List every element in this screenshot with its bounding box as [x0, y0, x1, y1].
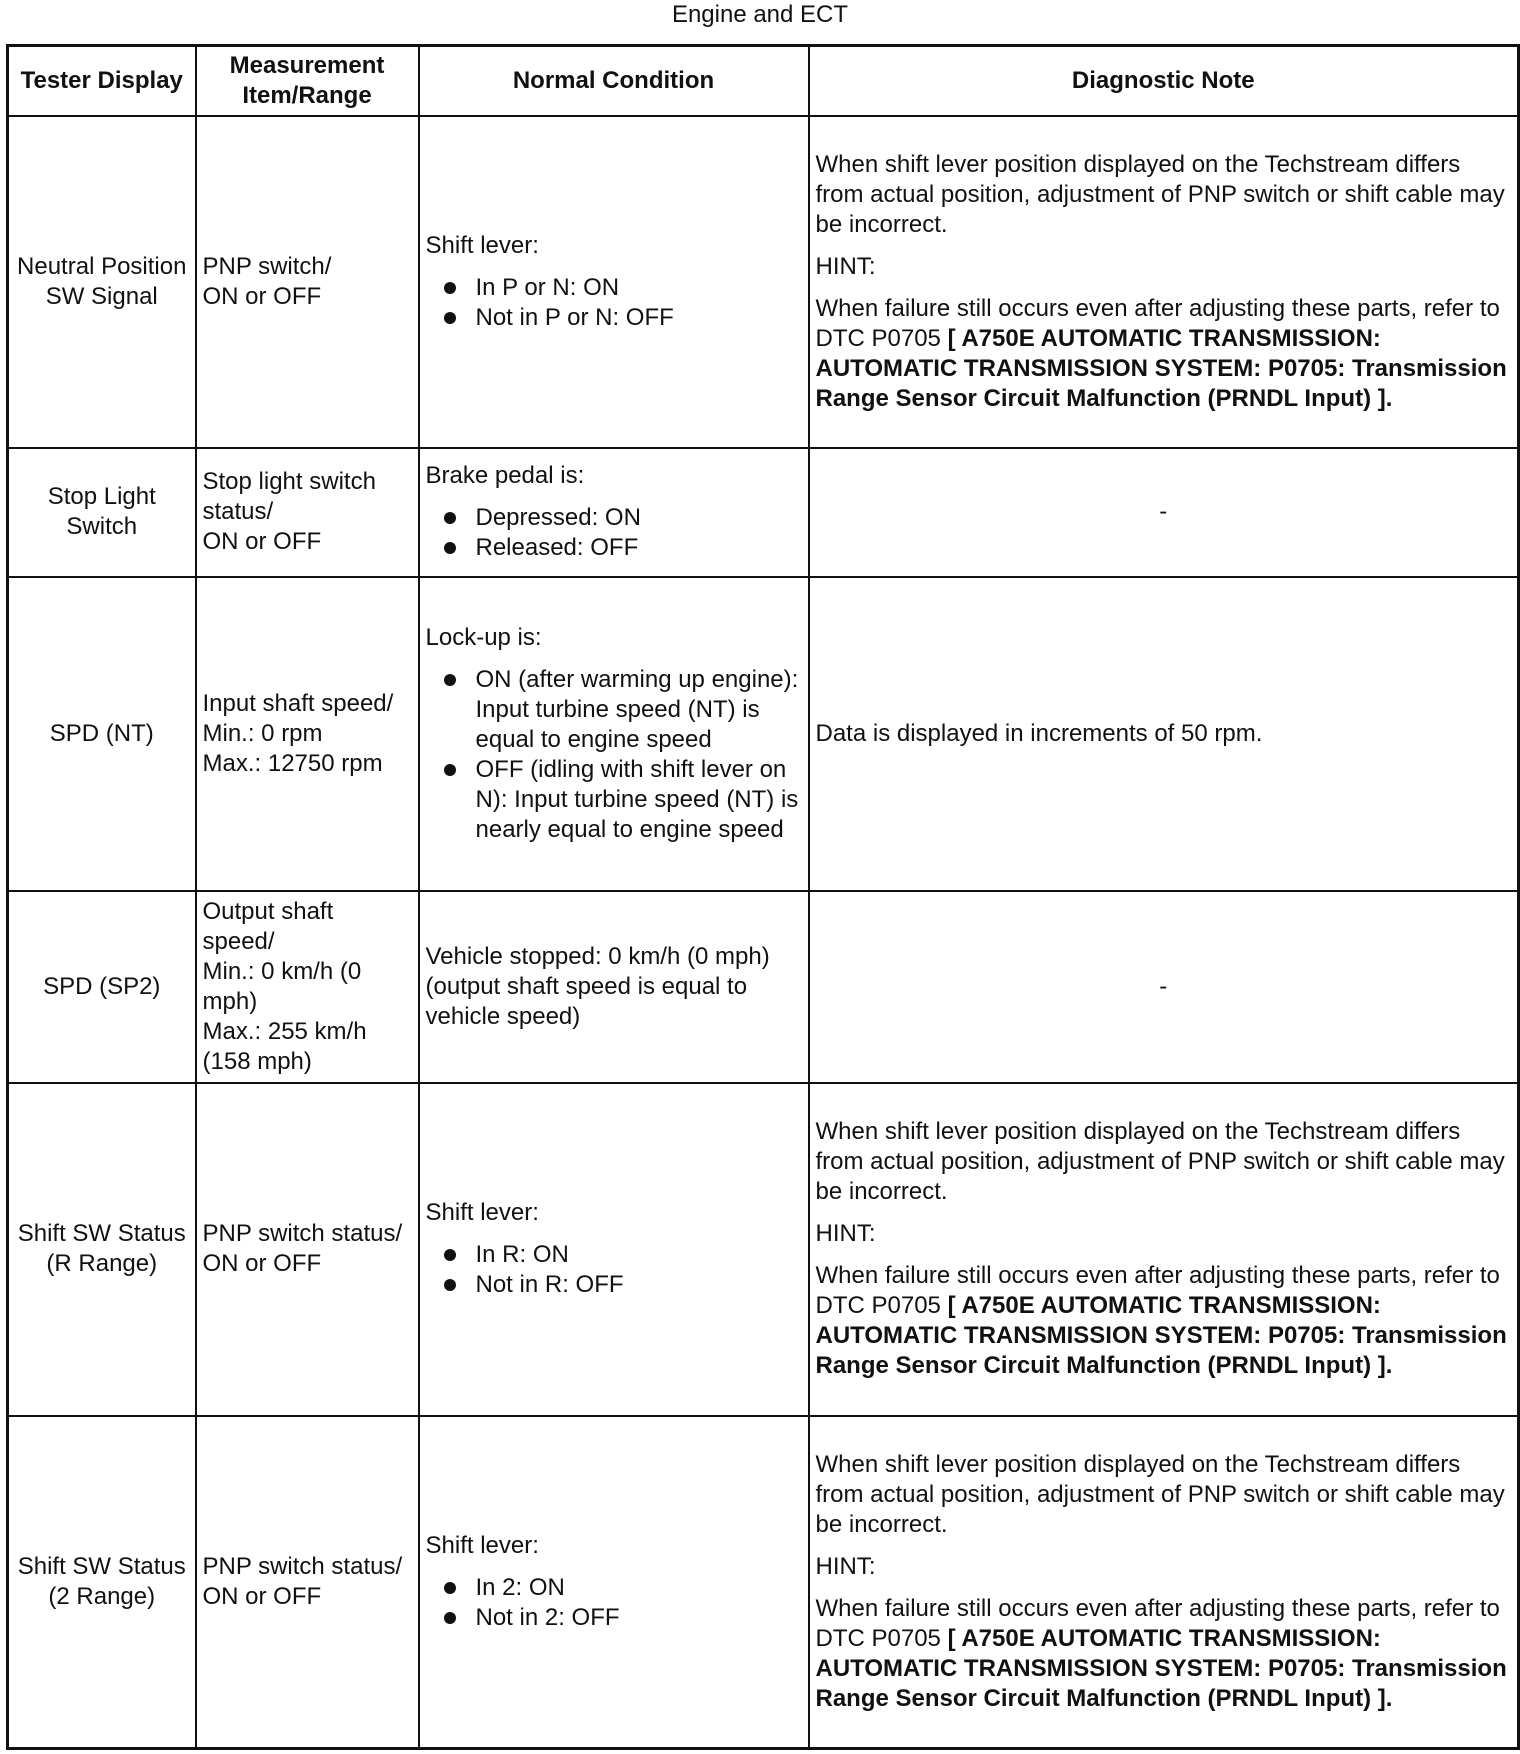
bullet-icon [444, 764, 456, 776]
normal-condition-cell [419, 891, 809, 1083]
condition-intro: Brake pedal is: [425, 462, 585, 489]
note-paragraph [816, 1261, 1512, 1381]
bullet-icon [444, 674, 456, 686]
diagnostic-note-cell: - [809, 891, 1519, 1083]
measurement-line: PNP switch/ [202, 252, 332, 280]
diagnostic-note-cell [809, 116, 1519, 448]
note-paragraph: When shift lever position displayed on the Techstream differs from actual position, adjustment of PNP switch or shift cable may be incorrect. [815, 1118, 1505, 1205]
condition-list [426, 1573, 802, 1633]
tester-display-cell: SPD (SP2) [8, 891, 196, 1083]
measurement-cell [196, 1083, 419, 1416]
measurement-line: Min.: 0 rpm [202, 719, 323, 747]
condition-item-text: In 2: ON [475, 1573, 565, 1601]
bullet-icon [444, 1249, 456, 1261]
table-row [8, 577, 1519, 891]
measurement-line: PNP switch status/ [202, 1220, 403, 1247]
condition-item [426, 273, 802, 303]
condition-item-text: Not in R: OFF [475, 1271, 624, 1298]
normal-condition-cell [419, 116, 809, 448]
diagnostic-note-cell [809, 1416, 1519, 1749]
condition-item-text: Not in P or N: OFF [475, 303, 674, 331]
diagnostic-note-cell: - [809, 448, 1519, 577]
condition-item [426, 1573, 802, 1603]
measurement-line: Max.: 255 km/h (158 mph) [202, 1017, 367, 1075]
measurement-cell [196, 116, 419, 448]
condition-item-text: Not in 2: OFF [475, 1603, 620, 1631]
measurement-line: ON or OFF [202, 528, 322, 555]
condition-item-text: In R: ON [475, 1241, 569, 1268]
header-normal-condition: Normal Condition [419, 46, 809, 116]
note-paragraph [816, 294, 1512, 414]
measurement-line: Input shaft speed/ [202, 689, 394, 717]
condition-item-text: Depressed: ON [475, 504, 641, 531]
measurement-line: Output shaft speed/ [202, 897, 334, 955]
header-tester-display: Tester Display [8, 46, 196, 116]
header-diagnostic-note: Diagnostic Note [809, 46, 1519, 116]
condition-item [426, 755, 802, 845]
measurement-cell [196, 891, 419, 1083]
table-row [8, 1083, 1519, 1416]
measurement-line: Max.: 12750 rpm [202, 749, 383, 777]
condition-list [426, 1240, 802, 1300]
measurement-cell [196, 448, 419, 577]
page-title: Engine and ECT [671, 1, 849, 28]
condition-intro: Lock-up is: [425, 623, 542, 651]
header-measurement-item: Measurement Item/Range [196, 46, 419, 116]
measurement-line: PNP switch status/ [202, 1552, 403, 1580]
condition-list [426, 273, 802, 333]
note-hint: HINT: [815, 1552, 876, 1580]
dtc-p0705-link[interactable]: [ A750E AUTOMATIC TRANSMISSION: AUTOMATIC TRANSMISSION SYSTEM: P0705: Transmission Range Sensor Circuit Malfunction (PRNDL Input) ]. [815, 324, 1507, 412]
condition-intro: Shift lever: [425, 1199, 539, 1226]
bullet-icon [444, 282, 456, 294]
tester-display-cell: SPD (NT) [8, 577, 196, 891]
condition-item [426, 1270, 802, 1300]
condition-list [426, 503, 802, 563]
condition-item-text: Released: OFF [475, 534, 639, 561]
bullet-icon [444, 1612, 456, 1624]
measurement-cell [196, 577, 419, 891]
condition-intro: Shift lever: [425, 1531, 539, 1559]
tester-display-cell: Stop Light Switch [8, 448, 196, 577]
condition-item [426, 533, 802, 563]
tester-display-cell: Neutral Position SW Signal [8, 116, 196, 448]
condition-item [426, 665, 802, 755]
condition-item-text: ON (after warming up engine): Input turbine speed (NT) is equal to engine speed [475, 665, 799, 753]
condition-item [426, 503, 802, 533]
condition-line: (output shaft speed is equal to vehicle speed) [425, 972, 748, 1030]
bullet-icon [444, 542, 456, 554]
table-header-row [8, 46, 1519, 116]
condition-intro: Shift lever: [425, 231, 539, 259]
measurement-cell [196, 1416, 419, 1749]
dtc-p0705-link[interactable]: [ A750E AUTOMATIC TRANSMISSION: AUTOMATIC TRANSMISSION SYSTEM: P0705: Transmission Range Sensor Circuit Malfunction (PRNDL Input) ]. [815, 1292, 1507, 1379]
note-paragraph: When shift lever position displayed on the Techstream differs from actual position, adjustment of PNP switch or shift cable may be incorrect. [815, 150, 1505, 238]
note-refer-text: When failure still occurs even after adjusting these parts, refer to DTC P0705 [815, 1262, 1500, 1319]
measurement-line: Stop light switch status/ [202, 468, 376, 525]
condition-list [426, 665, 802, 845]
note-refer-text: When failure still occurs even after adjusting these parts, refer to DTC P0705 [815, 294, 1500, 352]
note-hint: HINT: [815, 1220, 876, 1247]
diagnostic-note-cell: Data is displayed in increments of 50 rpm. [809, 577, 1519, 891]
table-row [8, 891, 1519, 1083]
bullet-icon [444, 1279, 456, 1291]
normal-condition-cell [419, 577, 809, 891]
normal-condition-cell [419, 448, 809, 577]
note-paragraph [816, 1594, 1512, 1714]
note-paragraph: When shift lever position displayed on the Techstream differs from actual position, adjustment of PNP switch or shift cable may be incorrect. [815, 1450, 1505, 1538]
note-hint: HINT: [815, 252, 876, 280]
measurement-line: ON or OFF [202, 1582, 322, 1610]
bullet-icon [444, 512, 456, 524]
table-row [8, 1416, 1519, 1749]
bullet-icon [444, 312, 456, 324]
measurement-line: ON or OFF [202, 282, 322, 310]
tester-display-cell: Shift SW Status (2 Range) [8, 1416, 196, 1749]
bullet-icon [444, 1582, 456, 1594]
diagnostic-note-cell [809, 1083, 1519, 1416]
condition-item-text: In P or N: ON [475, 273, 620, 301]
table-row [8, 448, 1519, 577]
measurement-line: Min.: 0 km/h (0 mph) [202, 957, 362, 1015]
normal-condition-cell [419, 1083, 809, 1416]
tester-display-cell: Shift SW Status (R Range) [8, 1083, 196, 1416]
table-row [8, 116, 1519, 448]
dtc-p0705-link[interactable]: [ A750E AUTOMATIC TRANSMISSION: AUTOMATIC TRANSMISSION SYSTEM: P0705: Transmission Range Sensor Circuit Malfunction (PRNDL Input) ]. [815, 1624, 1507, 1712]
condition-line: Vehicle stopped: 0 km/h (0 mph) [425, 942, 770, 970]
note-refer-text: When failure still occurs even after adjusting these parts, refer to DTC P0705 [815, 1594, 1500, 1652]
condition-item [426, 1240, 802, 1270]
condition-item [426, 303, 802, 333]
data-list-table [6, 44, 1520, 1750]
condition-item-text: OFF (idling with shift lever on N): Input turbine speed (NT) is nearly equal to engine speed [475, 755, 799, 843]
measurement-line: ON or OFF [202, 1250, 322, 1277]
normal-condition-cell [419, 1416, 809, 1749]
condition-item [426, 1603, 802, 1633]
